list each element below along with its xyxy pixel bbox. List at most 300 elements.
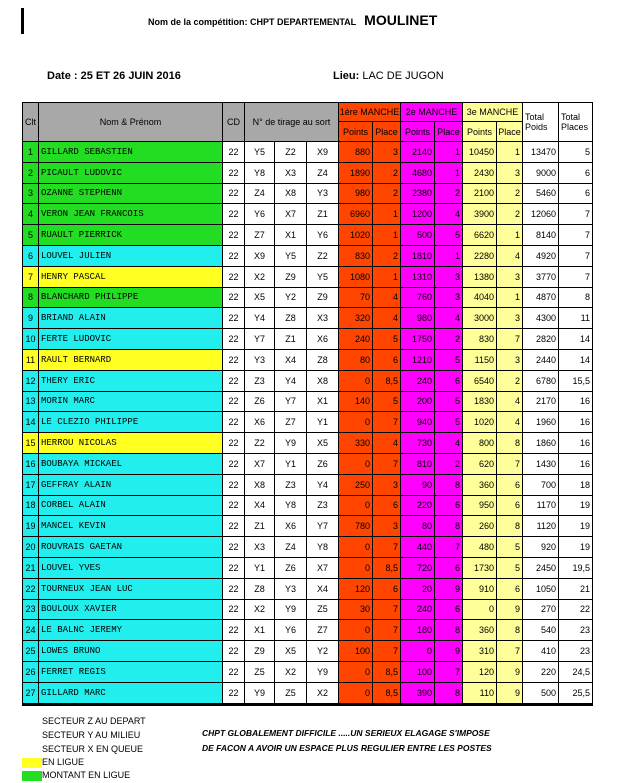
cell-points-2: 440: [401, 537, 435, 558]
cell-place-2: 6: [435, 370, 463, 391]
cell-total-poids: 410: [523, 641, 559, 662]
cell-cd: 22: [223, 433, 245, 454]
cell-points-2: 1810: [401, 245, 435, 266]
col-header-total-poids: Total Poids: [523, 103, 559, 142]
cell-tirage-3: Z7: [307, 620, 339, 641]
cell-cd: 22: [223, 682, 245, 704]
legend-secteur-z: SECTEUR Z AU DEPART: [42, 716, 146, 726]
table-row: [23, 599, 593, 620]
cell-total-places: 7: [559, 204, 593, 225]
col-header-points-2: Points: [401, 122, 435, 142]
cell-name: RUAULT PIERRICK: [39, 225, 223, 246]
cell-name: THERY ERIC: [39, 370, 223, 391]
legend-secteur-x: SECTEUR X EN QUEUE: [42, 744, 144, 754]
cell-points-3: 1380: [463, 266, 497, 287]
cell-total-places: 23: [559, 641, 593, 662]
cell-cd: 22: [223, 453, 245, 474]
cell-points-1: 880: [339, 142, 373, 163]
cell-place-3: 7: [497, 453, 523, 474]
cell-tirage-1: X4: [245, 495, 275, 516]
cell-place-2: 2: [435, 183, 463, 204]
col-header-tirage: N° de tirage au sort: [245, 103, 339, 142]
cell-tirage-1: Z3: [245, 370, 275, 391]
cell-tirage-2: X5: [275, 641, 307, 662]
cell-points-1: 250: [339, 474, 373, 495]
results-body: [23, 142, 593, 705]
cell-tirage-1: Y9: [245, 682, 275, 704]
cell-place-3: 8: [497, 516, 523, 537]
cell-place-3: 2: [497, 204, 523, 225]
cell-tirage-3: Y6: [307, 225, 339, 246]
cell-points-2: 1750: [401, 329, 435, 350]
cell-place-2: 2: [435, 453, 463, 474]
cell-points-2: 2380: [401, 183, 435, 204]
cell-total-places: 5: [559, 142, 593, 163]
cell-points-1: 6960: [339, 204, 373, 225]
cell-points-3: 480: [463, 537, 497, 558]
cell-place-3: 4: [497, 245, 523, 266]
cell-clt: 11: [23, 349, 39, 370]
cell-points-2: 80: [401, 516, 435, 537]
cell-total-places: 11: [559, 308, 593, 329]
cell-clt: 2: [23, 162, 39, 183]
cell-total-places: 19: [559, 516, 593, 537]
cell-tirage-1: X2: [245, 599, 275, 620]
cell-tirage-2: X8: [275, 183, 307, 204]
cell-points-3: 2430: [463, 162, 497, 183]
cell-points-3: 3900: [463, 204, 497, 225]
cell-tirage-1: Y6: [245, 204, 275, 225]
table-row: [23, 308, 593, 329]
col-header-manche-3: 3e MANCHE: [463, 103, 523, 122]
col-header-cd: CD: [223, 103, 245, 142]
cell-points-1: 320: [339, 308, 373, 329]
cell-tirage-2: Y2: [275, 287, 307, 308]
cell-name: VERON JEAN FRANCOIS: [39, 204, 223, 225]
col-header-points-1: Points: [339, 122, 373, 142]
cell-place-3: 9: [497, 599, 523, 620]
cell-points-2: 1310: [401, 266, 435, 287]
cell-clt: 23: [23, 599, 39, 620]
cell-tirage-1: Z6: [245, 391, 275, 412]
cell-points-1: 780: [339, 516, 373, 537]
cell-tirage-1: Z1: [245, 516, 275, 537]
cell-tirage-2: Y1: [275, 453, 307, 474]
cell-place-1: 5: [373, 329, 401, 350]
cell-tirage-3: Y7: [307, 516, 339, 537]
cell-tirage-2: Y4: [275, 370, 307, 391]
cell-points-2: 730: [401, 433, 435, 454]
cell-points-1: 70: [339, 287, 373, 308]
cell-points-2: 1200: [401, 204, 435, 225]
location: [333, 70, 444, 82]
cell-points-3: 310: [463, 641, 497, 662]
col-header-manche-2: 2e MANCHE: [401, 103, 463, 122]
cell-tirage-1: X6: [245, 412, 275, 433]
cell-tirage-2: Y6: [275, 620, 307, 641]
cell-tirage-1: Z9: [245, 641, 275, 662]
cell-clt: 3: [23, 183, 39, 204]
cell-tirage-2: Y3: [275, 578, 307, 599]
cell-tirage-1: Y1: [245, 557, 275, 578]
cell-tirage-3: Z4: [307, 162, 339, 183]
col-header-points-3: Points: [463, 122, 497, 142]
col-header-place-3: Place: [497, 122, 523, 142]
cell-tirage-1: Y4: [245, 308, 275, 329]
cell-name: GILLARD SEBASTIEN: [39, 142, 223, 163]
cell-clt: 4: [23, 204, 39, 225]
cell-total-poids: 13470: [523, 142, 559, 163]
cell-cd: 22: [223, 308, 245, 329]
cell-place-3: 7: [497, 329, 523, 350]
cell-tirage-3: X2: [307, 682, 339, 704]
cell-tirage-1: X5: [245, 287, 275, 308]
cell-points-1: 30: [339, 599, 373, 620]
cell-tirage-2: Z5: [275, 682, 307, 704]
cell-tirage-2: X4: [275, 349, 307, 370]
cell-points-1: 0: [339, 682, 373, 704]
cell-total-poids: 2170: [523, 391, 559, 412]
table-row: [23, 391, 593, 412]
cell-name: BLANCHARD PHILIPPE: [39, 287, 223, 308]
cell-total-places: 16: [559, 433, 593, 454]
cell-tirage-3: Y9: [307, 661, 339, 682]
cell-points-2: 180: [401, 620, 435, 641]
cell-place-1: 2: [373, 245, 401, 266]
cell-tirage-2: Y8: [275, 495, 307, 516]
cell-tirage-1: X1: [245, 620, 275, 641]
cell-tirage-3: X3: [307, 308, 339, 329]
cell-points-2: 940: [401, 412, 435, 433]
cell-tirage-3: Z2: [307, 245, 339, 266]
cell-place-1: 8,5: [373, 557, 401, 578]
cell-tirage-3: Z5: [307, 599, 339, 620]
cell-place-2: 7: [435, 537, 463, 558]
cell-tirage-2: X1: [275, 225, 307, 246]
cell-total-poids: 3770: [523, 266, 559, 287]
cell-name: BRIAND ALAIN: [39, 308, 223, 329]
table-row: [23, 557, 593, 578]
cell-cd: 22: [223, 162, 245, 183]
cell-tirage-1: X3: [245, 537, 275, 558]
table-row: [23, 682, 593, 704]
cell-total-poids: 1860: [523, 433, 559, 454]
cell-total-poids: 270: [523, 599, 559, 620]
cell-clt: 7: [23, 266, 39, 287]
cell-name: FERRET REGIS: [39, 661, 223, 682]
cell-place-2: 8: [435, 620, 463, 641]
cell-total-places: 6: [559, 183, 593, 204]
cell-place-2: 8: [435, 516, 463, 537]
cell-points-2: 240: [401, 370, 435, 391]
cell-total-poids: 700: [523, 474, 559, 495]
cell-points-2: 240: [401, 599, 435, 620]
cell-tirage-2: Y9: [275, 599, 307, 620]
cell-clt: 1: [23, 142, 39, 163]
cell-total-poids: 4920: [523, 245, 559, 266]
cell-tirage-2: Z8: [275, 308, 307, 329]
cell-place-2: 3: [435, 287, 463, 308]
cell-points-3: 0: [463, 599, 497, 620]
cell-tirage-1: Z7: [245, 225, 275, 246]
cell-cd: 22: [223, 266, 245, 287]
cell-points-3: 260: [463, 516, 497, 537]
cell-place-2: 9: [435, 641, 463, 662]
location-value: LAC DE JUGON: [362, 70, 444, 82]
cell-cd: 22: [223, 599, 245, 620]
cell-points-2: 90: [401, 474, 435, 495]
cell-clt: 17: [23, 474, 39, 495]
cell-points-1: 0: [339, 557, 373, 578]
cell-place-3: 1: [497, 225, 523, 246]
cell-place-1: 7: [373, 453, 401, 474]
cell-place-1: 1: [373, 225, 401, 246]
cell-total-poids: 1960: [523, 412, 559, 433]
cell-points-3: 6620: [463, 225, 497, 246]
table-row: [23, 329, 593, 350]
cell-points-1: 0: [339, 453, 373, 474]
cell-total-poids: 920: [523, 537, 559, 558]
cell-tirage-3: X5: [307, 433, 339, 454]
cell-tirage-3: Y1: [307, 412, 339, 433]
cell-total-poids: 500: [523, 682, 559, 704]
cell-tirage-3: X7: [307, 557, 339, 578]
cell-place-2: 6: [435, 599, 463, 620]
cell-points-1: 980: [339, 183, 373, 204]
cell-points-2: 500: [401, 225, 435, 246]
cell-place-2: 5: [435, 412, 463, 433]
cell-place-1: 4: [373, 287, 401, 308]
cell-tirage-1: Y5: [245, 142, 275, 163]
cell-place-3: 8: [497, 620, 523, 641]
cell-total-poids: 2440: [523, 349, 559, 370]
cell-points-3: 120: [463, 661, 497, 682]
table-row: [23, 349, 593, 370]
cell-place-3: 3: [497, 349, 523, 370]
cell-cd: 22: [223, 287, 245, 308]
cell-place-3: 4: [497, 412, 523, 433]
cell-tirage-1: Z2: [245, 433, 275, 454]
cell-place-1: 1: [373, 204, 401, 225]
col-header-name: Nom & Prénom: [39, 103, 223, 142]
cell-place-2: 1: [435, 142, 463, 163]
cell-total-places: 24,5: [559, 661, 593, 682]
cell-total-places: 7: [559, 245, 593, 266]
cell-points-1: 1080: [339, 266, 373, 287]
cell-place-1: 7: [373, 641, 401, 662]
venue-name: MOULINET: [364, 12, 438, 28]
cell-cd: 22: [223, 495, 245, 516]
cell-name: ROUVRAIS GAETAN: [39, 537, 223, 558]
cell-points-3: 830: [463, 329, 497, 350]
competition-title: [148, 12, 437, 28]
cell-place-3: 8: [497, 433, 523, 454]
table-row: [23, 578, 593, 599]
cell-total-poids: 1050: [523, 578, 559, 599]
cell-tirage-1: Z8: [245, 578, 275, 599]
cell-total-places: 16: [559, 453, 593, 474]
cell-points-2: 200: [401, 391, 435, 412]
cell-clt: 15: [23, 433, 39, 454]
cell-place-1: 3: [373, 516, 401, 537]
cell-total-poids: 9000: [523, 162, 559, 183]
cell-points-3: 1150: [463, 349, 497, 370]
table-row: [23, 661, 593, 682]
cell-clt: 18: [23, 495, 39, 516]
cell-place-3: 3: [497, 162, 523, 183]
cell-place-3: 3: [497, 266, 523, 287]
cell-total-places: 21: [559, 578, 593, 599]
cell-name: TOURNEUX JEAN LUC: [39, 578, 223, 599]
cell-place-3: 3: [497, 308, 523, 329]
cell-clt: 16: [23, 453, 39, 474]
cell-total-places: 16: [559, 412, 593, 433]
cell-points-3: 910: [463, 578, 497, 599]
cell-place-2: 8: [435, 474, 463, 495]
cell-place-1: 8,5: [373, 682, 401, 704]
cell-points-1: 0: [339, 620, 373, 641]
cell-place-3: 6: [497, 474, 523, 495]
cell-tirage-3: Z9: [307, 287, 339, 308]
col-header-manche-1: 1ère MANCHE: [339, 103, 401, 122]
cell-place-1: 8,5: [373, 370, 401, 391]
cell-points-2: 2140: [401, 142, 435, 163]
cell-place-2: 1: [435, 162, 463, 183]
cell-place-3: 9: [497, 661, 523, 682]
cell-name: LOUVEL YVES: [39, 557, 223, 578]
note-line-1: CHPT GLOBALEMENT DIFFICILE .....UN SERIEUX ELAGAGE S'IMPOSE: [202, 728, 490, 738]
cell-clt: 27: [23, 682, 39, 704]
cell-cd: 22: [223, 142, 245, 163]
note-line-2: DE FACON A AVOIR UN ESPACE PLUS REGULIER ENTRE LES POSTES: [202, 743, 492, 753]
cell-name: PICAULT LUDOVIC: [39, 162, 223, 183]
cell-tirage-3: Z6: [307, 453, 339, 474]
cell-tirage-3: Y2: [307, 641, 339, 662]
cell-place-3: 9: [497, 682, 523, 704]
cell-cd: 22: [223, 661, 245, 682]
cell-points-3: 360: [463, 620, 497, 641]
cell-name: LOWES BRUNO: [39, 641, 223, 662]
cell-name: HERROU NICOLAS: [39, 433, 223, 454]
table-row: [23, 142, 593, 163]
cell-points-3: 10450: [463, 142, 497, 163]
cell-clt: 22: [23, 578, 39, 599]
cell-tirage-1: X8: [245, 474, 275, 495]
cell-clt: 13: [23, 391, 39, 412]
cell-points-2: 4680: [401, 162, 435, 183]
cell-total-places: 14: [559, 329, 593, 350]
cell-points-3: 360: [463, 474, 497, 495]
cell-place-1: 5: [373, 391, 401, 412]
cell-cd: 22: [223, 370, 245, 391]
table-row: [23, 495, 593, 516]
cell-place-3: 6: [497, 578, 523, 599]
cell-name: MANCEL KEVIN: [39, 516, 223, 537]
cell-total-places: 23: [559, 620, 593, 641]
cell-total-poids: 1170: [523, 495, 559, 516]
cell-place-2: 1: [435, 245, 463, 266]
cell-tirage-2: Z6: [275, 557, 307, 578]
cell-total-places: 19: [559, 495, 593, 516]
col-header-place-1: Place: [373, 122, 401, 142]
cell-points-1: 0: [339, 370, 373, 391]
cell-points-2: 20: [401, 578, 435, 599]
cell-place-2: 2: [435, 329, 463, 350]
cell-place-2: 9: [435, 578, 463, 599]
cell-clt: 20: [23, 537, 39, 558]
cell-place-1: 4: [373, 308, 401, 329]
cell-cd: 22: [223, 349, 245, 370]
cell-total-poids: 5460: [523, 183, 559, 204]
cell-cd: 22: [223, 537, 245, 558]
cell-total-places: 7: [559, 266, 593, 287]
cell-tirage-2: Y7: [275, 391, 307, 412]
cell-total-places: 8: [559, 287, 593, 308]
cell-cd: 22: [223, 245, 245, 266]
cell-total-places: 22: [559, 599, 593, 620]
cell-tirage-1: X7: [245, 453, 275, 474]
cell-total-poids: 6780: [523, 370, 559, 391]
cell-points-3: 800: [463, 433, 497, 454]
cell-place-3: 5: [497, 537, 523, 558]
cell-cd: 22: [223, 578, 245, 599]
cell-place-2: 4: [435, 308, 463, 329]
cell-place-2: 5: [435, 349, 463, 370]
cell-tirage-3: X6: [307, 329, 339, 350]
table-row: [23, 245, 593, 266]
cell-points-1: 0: [339, 537, 373, 558]
cell-points-3: 1830: [463, 391, 497, 412]
cell-points-1: 0: [339, 661, 373, 682]
cell-total-places: 18: [559, 474, 593, 495]
cell-total-poids: 2450: [523, 557, 559, 578]
cell-cd: 22: [223, 516, 245, 537]
cell-total-places: 15,5: [559, 370, 593, 391]
cell-clt: 8: [23, 287, 39, 308]
cell-total-places: 14: [559, 349, 593, 370]
table-row: [23, 453, 593, 474]
cell-cd: 22: [223, 225, 245, 246]
cell-name: HENRY PASCAL: [39, 266, 223, 287]
legend-en-ligue: EN LIGUE: [42, 757, 85, 767]
cell-tirage-2: X6: [275, 516, 307, 537]
cell-points-3: 2280: [463, 245, 497, 266]
cell-total-places: 16: [559, 391, 593, 412]
table-row: [23, 204, 593, 225]
legend-secteur-y: SECTEUR Y AU MILIEU: [42, 730, 141, 740]
cell-name: RAULT BERNARD: [39, 349, 223, 370]
cell-clt: 6: [23, 245, 39, 266]
cell-points-2: 0: [401, 641, 435, 662]
cell-tirage-1: Z4: [245, 183, 275, 204]
cell-total-poids: 4300: [523, 308, 559, 329]
cell-points-3: 2100: [463, 183, 497, 204]
cell-points-2: 220: [401, 495, 435, 516]
cell-points-1: 0: [339, 495, 373, 516]
cell-place-1: 7: [373, 412, 401, 433]
cell-place-3: 4: [497, 391, 523, 412]
cell-clt: 26: [23, 661, 39, 682]
cell-points-2: 760: [401, 287, 435, 308]
legend-montant: MONTANT EN LIGUE: [42, 770, 131, 780]
cell-points-2: 720: [401, 557, 435, 578]
cell-total-places: 19,5: [559, 557, 593, 578]
cell-tirage-1: Y8: [245, 162, 275, 183]
cell-points-1: 0: [339, 412, 373, 433]
cell-cd: 22: [223, 204, 245, 225]
cell-cd: 22: [223, 183, 245, 204]
cell-tirage-1: Y3: [245, 349, 275, 370]
